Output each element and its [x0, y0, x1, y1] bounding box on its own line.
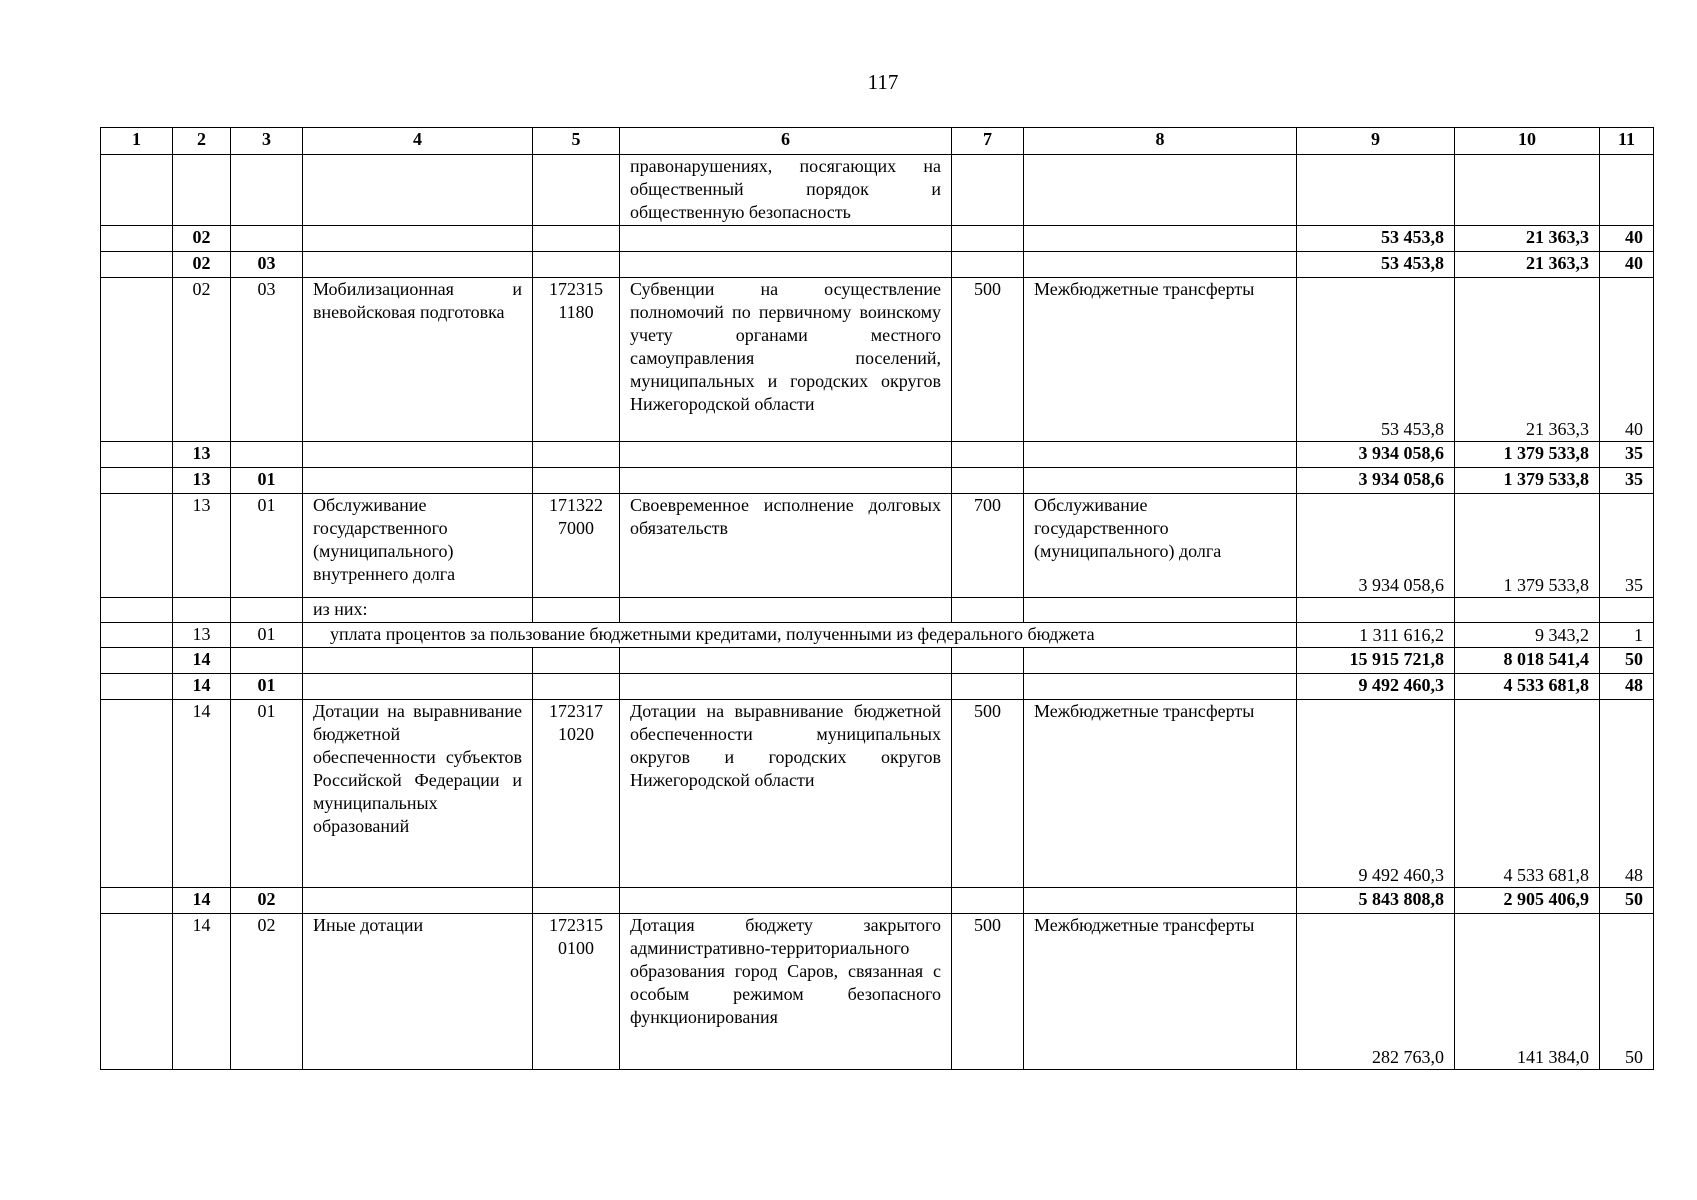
cell: [101, 226, 173, 252]
cell-section: 13: [173, 623, 231, 648]
cell-name: Дотации на выравнивание бюджетной обеспеченности субъектов Российской Федерации и муниципальных образований: [303, 700, 533, 888]
cell: [101, 623, 173, 648]
cell: [620, 226, 952, 252]
cell: [620, 442, 952, 468]
cell-amount-plan: 9 492 460,3: [1297, 700, 1455, 888]
cell-amount-actual: 4 533 681,8: [1455, 700, 1600, 888]
cell-percent: 50: [1600, 888, 1654, 914]
cell: [1297, 598, 1455, 623]
cell-amount-plan: 53 453,8: [1297, 278, 1455, 442]
description-text: уплата процентов за пользование бюджетными кредитами, полученными из федерального бюджета: [330, 624, 1095, 644]
cell: [303, 888, 533, 914]
cell: [303, 155, 533, 226]
table-row-subtotal: [101, 888, 1654, 914]
cell: [533, 468, 620, 494]
cell-amount-plan: 15 915 721,8: [1297, 648, 1455, 674]
header-cell: 4: [303, 128, 533, 155]
cell-percent: 50: [1600, 914, 1654, 1070]
cell-type-name: Обслуживание государственного (муниципального) долга: [1024, 494, 1297, 598]
cell-amount-plan: 3 934 058,6: [1297, 494, 1455, 598]
cell: [173, 155, 231, 226]
cell-percent: 35: [1600, 468, 1654, 494]
cell-purpose: Субвенции на осуществление полномочий по первичному воинскому учету органами местного самоуправления поселений, муниципальных и городских округов Нижегородской области: [620, 278, 952, 442]
header-cell: 9: [1297, 128, 1455, 155]
cell-amount-actual: 21 363,3: [1455, 278, 1600, 442]
cell: [533, 648, 620, 674]
cell: [1024, 468, 1297, 494]
cell-percent: 40: [1600, 252, 1654, 278]
cell: [1024, 155, 1297, 226]
cell: [620, 252, 952, 278]
header-cell: 7: [952, 128, 1024, 155]
cell-subsection: 01: [231, 468, 303, 494]
cell: [952, 888, 1024, 914]
table-header-row: [101, 128, 1654, 155]
cell: [533, 155, 620, 226]
cell: [1455, 155, 1600, 226]
cell: [620, 598, 952, 623]
table-row-subtotal: [101, 648, 1654, 674]
cell: [533, 674, 620, 700]
cell: [952, 598, 1024, 623]
cell-amount-plan: 5 843 808,8: [1297, 888, 1455, 914]
cell: [303, 252, 533, 278]
cell-amount-actual: 21 363,3: [1455, 252, 1600, 278]
cell: [533, 888, 620, 914]
cell: [1297, 155, 1455, 226]
cell: [1024, 252, 1297, 278]
cell: [101, 914, 173, 1070]
header-cell: 2: [173, 128, 231, 155]
cell-subsection: 01: [231, 623, 303, 648]
cell: [952, 155, 1024, 226]
header-cell: 11: [1600, 128, 1654, 155]
cell: [101, 598, 173, 623]
cell: [101, 442, 173, 468]
table-row: [101, 494, 1654, 598]
cell-type: 700: [952, 494, 1024, 598]
cell-amount-actual: 1 379 533,8: [1455, 468, 1600, 494]
cell-note: из них:: [303, 598, 533, 623]
cell-code: 172315 0100: [533, 914, 620, 1070]
cell-subsection: 03: [231, 278, 303, 442]
cell-type-name: Межбюджетные трансферты: [1024, 278, 1297, 442]
header-cell: 6: [620, 128, 952, 155]
cell-section: 02: [173, 226, 231, 252]
cell: [231, 226, 303, 252]
cell: [303, 648, 533, 674]
cell: [952, 252, 1024, 278]
cell-code: 172317 1020: [533, 700, 620, 888]
cell-amount-plan: 3 934 058,6: [1297, 468, 1455, 494]
cell: [1600, 598, 1654, 623]
cell-amount-plan: 53 453,8: [1297, 252, 1455, 278]
page-number: 117: [867, 70, 899, 94]
cell: [1455, 598, 1600, 623]
cell-amount-actual: 8 018 541,4: [1455, 648, 1600, 674]
cell-subsection: 02: [231, 914, 303, 1070]
cell: [231, 155, 303, 226]
cell-purpose: Своевременное исполнение долговых обязательств: [620, 494, 952, 598]
cell-section: 02: [173, 278, 231, 442]
cell-amount-plan: 282 763,0: [1297, 914, 1455, 1070]
cell: [533, 598, 620, 623]
cell-amount-plan: 3 934 058,6: [1297, 442, 1455, 468]
cell: [101, 674, 173, 700]
cell-percent: 40: [1600, 278, 1654, 442]
cell: [952, 648, 1024, 674]
cell: [303, 674, 533, 700]
cell: [173, 598, 231, 623]
cell-amount-actual: 9 343,2: [1455, 623, 1600, 648]
cell: [101, 700, 173, 888]
cell-type-name: Межбюджетные трансферты: [1024, 914, 1297, 1070]
cell: [1024, 226, 1297, 252]
cell: [952, 442, 1024, 468]
table-row: [101, 623, 1654, 648]
cell: [952, 468, 1024, 494]
cell: [620, 648, 952, 674]
table-row-subtotal: [101, 674, 1654, 700]
header-cell: 8: [1024, 128, 1297, 155]
cell: [101, 888, 173, 914]
cell-section: 13: [173, 494, 231, 598]
cell: [952, 226, 1024, 252]
cell: [533, 226, 620, 252]
table-row: [101, 278, 1654, 442]
cell: [303, 442, 533, 468]
cell: [1024, 888, 1297, 914]
table-row-subtotal: [101, 468, 1654, 494]
cell-amount-actual: 21 363,3: [1455, 226, 1600, 252]
cell-name: Обслуживание государственного (муниципального) внутреннего долга: [303, 494, 533, 598]
cell-type-name: Межбюджетные трансферты: [1024, 700, 1297, 888]
cell-code: 171322 7000: [533, 494, 620, 598]
cell-amount-actual: 1 379 533,8: [1455, 442, 1600, 468]
table-row: [101, 700, 1654, 888]
cell-amount-actual: 141 384,0: [1455, 914, 1600, 1070]
cell: [952, 674, 1024, 700]
cell-subsection: 01: [231, 494, 303, 598]
cell: [303, 226, 533, 252]
cell-percent: 50: [1600, 648, 1654, 674]
cell-section: 13: [173, 468, 231, 494]
cell-section: 02: [173, 252, 231, 278]
header-cell: 5: [533, 128, 620, 155]
table-row-subtotal: [101, 226, 1654, 252]
cell-section: 14: [173, 888, 231, 914]
cell: [101, 494, 173, 598]
cell-amount-plan: 1 311 616,2: [1297, 623, 1455, 648]
cell-section: 14: [173, 914, 231, 1070]
cell-percent: 48: [1600, 700, 1654, 888]
cell: [101, 155, 173, 226]
table-row-subtotal: [101, 442, 1654, 468]
cell-section: 13: [173, 442, 231, 468]
cell-percent: 35: [1600, 494, 1654, 598]
cell: [533, 252, 620, 278]
cell: [303, 468, 533, 494]
cell-section: 14: [173, 700, 231, 888]
cell: [620, 888, 952, 914]
cell: [101, 252, 173, 278]
cell-amount-actual: 2 905 406,9: [1455, 888, 1600, 914]
table-row: [101, 155, 1654, 226]
header-cell: 10: [1455, 128, 1600, 155]
table-row-subtotal: [101, 252, 1654, 278]
cell-amount-actual: 4 533 681,8: [1455, 674, 1600, 700]
cell: [1024, 674, 1297, 700]
cell-type: 500: [952, 914, 1024, 1070]
cell-amount-actual: 1 379 533,8: [1455, 494, 1600, 598]
budget-table: [100, 127, 1654, 1070]
cell-subsection: 02: [231, 888, 303, 914]
cell-description: [303, 623, 1297, 648]
cell: [101, 648, 173, 674]
cell-purpose: правонарушениях, посягающих на общественный порядок и общественную безопасность: [620, 155, 952, 226]
cell-type: 500: [952, 700, 1024, 888]
cell-subsection: 03: [231, 252, 303, 278]
cell-subsection: 01: [231, 674, 303, 700]
cell-amount-plan: 53 453,8: [1297, 226, 1455, 252]
cell-name: Мобилизационная и вневойсковая подготовка: [303, 278, 533, 442]
cell-percent: 35: [1600, 442, 1654, 468]
cell: [1600, 155, 1654, 226]
cell: [231, 442, 303, 468]
cell-section: 14: [173, 674, 231, 700]
cell-percent: 1: [1600, 623, 1654, 648]
cell-percent: 40: [1600, 226, 1654, 252]
cell-code: 172315 1180: [533, 278, 620, 442]
cell-name: Иные дотации: [303, 914, 533, 1070]
cell: [101, 468, 173, 494]
cell-purpose: Дотации на выравнивание бюджетной обеспеченности муниципальных округов и городских округов Нижегородской области: [620, 700, 952, 888]
cell-subsection: 01: [231, 700, 303, 888]
cell: [1024, 442, 1297, 468]
cell: [101, 278, 173, 442]
cell-purpose: Дотация бюджету закрытого административно-территориального образования город Саров, связанная с особым режимом безопасного функционирования: [620, 914, 952, 1070]
cell: [620, 674, 952, 700]
table-row: [101, 598, 1654, 623]
cell-section: 14: [173, 648, 231, 674]
cell: [1024, 598, 1297, 623]
cell: [231, 648, 303, 674]
table-row: [101, 914, 1654, 1070]
cell-amount-plan: 9 492 460,3: [1297, 674, 1455, 700]
header-cell: 3: [231, 128, 303, 155]
cell-percent: 48: [1600, 674, 1654, 700]
header-cell: 1: [101, 128, 173, 155]
cell-type: 500: [952, 278, 1024, 442]
cell: [620, 468, 952, 494]
cell: [1024, 648, 1297, 674]
cell: [533, 442, 620, 468]
cell: [231, 598, 303, 623]
